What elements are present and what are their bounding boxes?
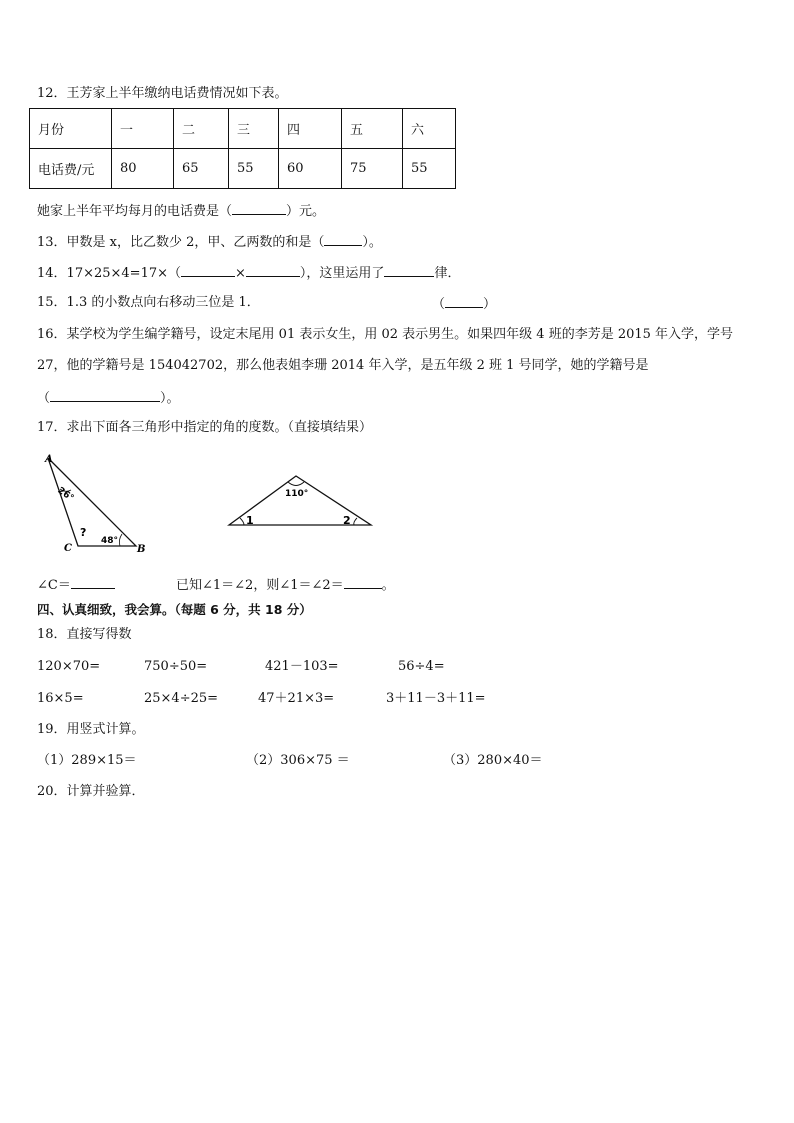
fee-cell: 55 [229, 149, 279, 189]
vertex-c-label: C [64, 543, 72, 554]
fee-cell: 65 [174, 149, 229, 189]
angle-2-arc [354, 518, 357, 525]
fee-cell: 60 [279, 149, 342, 189]
q18-prompt: 18．直接写得数 [37, 627, 132, 642]
q12-question-unit: ）元。 [286, 204, 326, 219]
fee-cell: 75 [342, 149, 403, 189]
angle-a-value: 26° [55, 485, 76, 504]
row-header-month: 月份 [30, 109, 112, 149]
q14-text-end: 律． [434, 266, 461, 281]
vertical-calc-item: （3）280×40＝ [443, 753, 543, 768]
answer-blank[interactable] [50, 389, 160, 402]
q14-text: 14．17×25×4=17×（ [37, 266, 182, 281]
table-row [30, 109, 456, 149]
q17-prompt: 17．求出下面各三角形中指定的角的度数。（直接填结果） [37, 420, 373, 435]
triangle-abc-figure [38, 450, 158, 560]
vertex-a-label: A [45, 454, 53, 465]
q17-answer1 [37, 576, 115, 594]
paren: ） [483, 297, 497, 312]
month-cell: 一 [112, 109, 174, 149]
angle-2-label: 2 [343, 514, 351, 527]
section-4-title: 四、认真细致，我会算。（每题 6 分，共 18 分） [37, 602, 312, 617]
phone-fee-table [29, 108, 456, 189]
month-cell: 五 [342, 109, 403, 149]
q19-prompt: 19．用竖式计算。 [37, 722, 145, 737]
answer-blank[interactable] [71, 576, 115, 589]
q17-answer1-text: ∠C＝ [37, 578, 71, 593]
answer-blank[interactable] [344, 576, 382, 589]
angle-b-value: 48° [101, 536, 119, 546]
q12-question-text: 她家上半年平均每月的电话费是（ [37, 204, 233, 219]
answer-blank[interactable] [445, 295, 483, 308]
q13-text-end: ）。 [362, 235, 382, 250]
row-header-fee: 电话费/元 [30, 149, 112, 189]
vertex-b-label: B [137, 544, 146, 555]
calc-item: 47＋21×3= [258, 691, 335, 706]
q17-answer2-text: 已知∠1＝∠2，则∠1＝∠2＝ [176, 578, 344, 593]
paren: （ [37, 391, 51, 406]
q12-prompt: 12．王芳家上半年缴纳电话费情况如下表。 [37, 86, 288, 101]
angle-b-arc [119, 534, 122, 546]
table-row [30, 149, 456, 189]
triangle-abc [48, 458, 136, 546]
answer-blank[interactable] [232, 202, 286, 215]
calc-item: 3＋11－3＋11= [386, 691, 486, 706]
calc-item: 56÷4= [398, 659, 445, 674]
answer-blank[interactable] [384, 264, 434, 277]
q13-text: 13．甲数是 x，比乙数少 2，甲、乙两数的和是（ [37, 235, 325, 250]
q14 [37, 264, 460, 282]
calc-item: 120×70= [37, 659, 101, 674]
paren: ）。 [160, 391, 180, 406]
month-cell: 二 [174, 109, 229, 149]
q16-line1: 16．某学校为学生编学籍号，设定末尾用 01 表示女生，用 02 表示男生。如果四年级 4 班的李芳是 2015 年入学，学号 [37, 327, 734, 342]
top-angle-arc [288, 482, 304, 486]
calc-item: 25×4÷25= [144, 691, 219, 706]
paren: （ [432, 297, 446, 312]
q13 [37, 233, 382, 251]
vertical-calc-item: （1）289×15＝ [37, 753, 137, 768]
calc-item: 421－103= [265, 659, 339, 674]
fee-cell: 55 [403, 149, 456, 189]
q17-answer2 [176, 576, 395, 594]
answer-blank[interactable] [246, 264, 300, 277]
angle-1-arc [240, 518, 244, 525]
q15-answer [432, 295, 496, 313]
calc-item: 750÷50= [144, 659, 208, 674]
answer-blank[interactable] [181, 264, 235, 277]
calc-item: 16×5= [37, 691, 84, 706]
fee-cell: 80 [112, 149, 174, 189]
angle-1-label: 1 [246, 514, 254, 527]
q14-text-mid: ），这里运用了 [299, 266, 385, 281]
q16-line2: 27，他的学籍号是 154042702，那么他表姐李珊 2014 年入学，是五年级 2 班 1 号同学，她的学籍号是 [37, 358, 649, 373]
q16-line3 [37, 389, 180, 407]
q15: 15．1.3 的小数点向右移动三位是 1． [37, 295, 260, 310]
vertical-calc-item: （2）306×75 ＝ [246, 753, 350, 768]
q20-prompt: 20．计算并验算． [37, 784, 145, 799]
answer-blank[interactable] [324, 233, 362, 246]
month-cell: 四 [279, 109, 342, 149]
top-angle-value: 110° [285, 489, 309, 499]
month-cell: 六 [403, 109, 456, 149]
q14-times: × [235, 266, 246, 281]
obtuse-triangle-figure [226, 473, 376, 533]
q12-question [37, 202, 325, 220]
q17-answer2-end: 。 [381, 578, 395, 593]
unknown-angle-c: ? [80, 526, 87, 539]
month-cell: 三 [229, 109, 279, 149]
